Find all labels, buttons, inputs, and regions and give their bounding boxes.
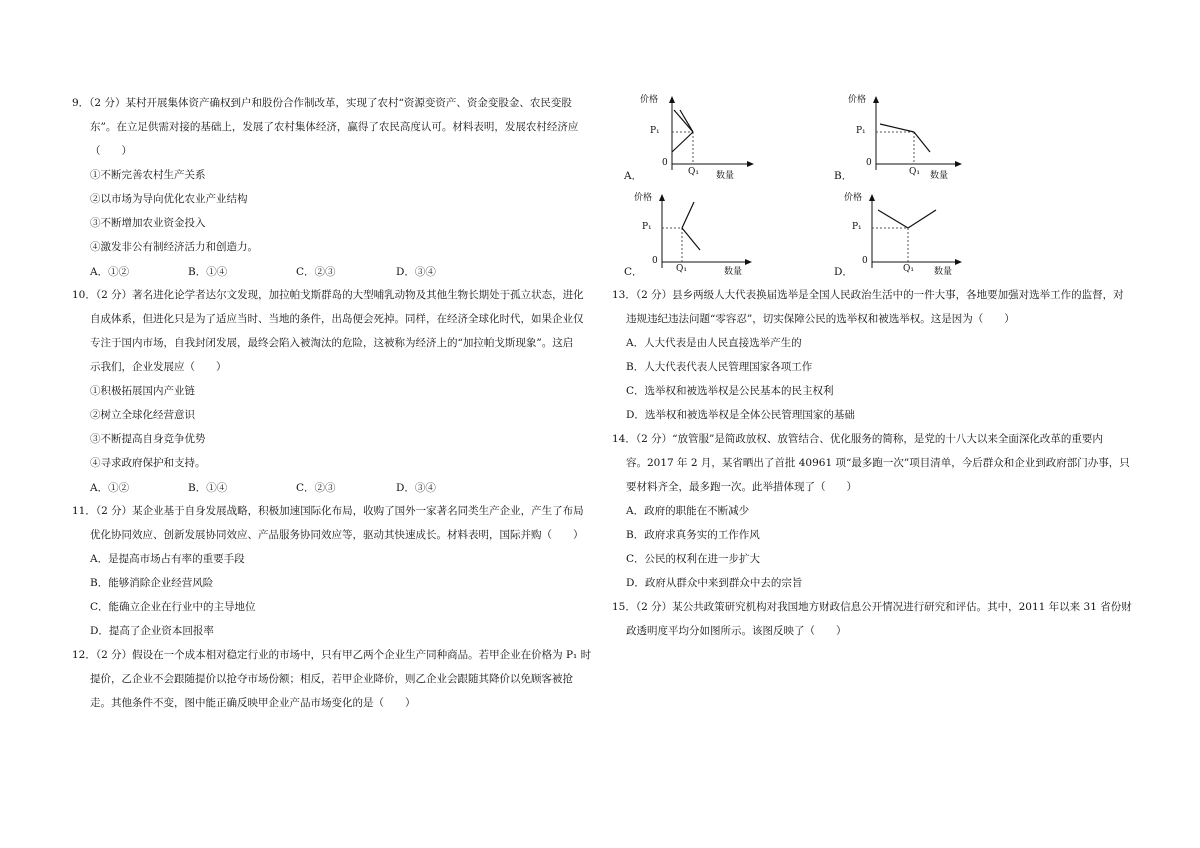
option-c[interactable]: C．选举权和被选举权是公民基本的民主权利 (626, 385, 834, 397)
option-d[interactable]: D．政府从群众中来到群众中去的宗旨 (626, 577, 803, 589)
option-a[interactable]: A．①② (90, 482, 130, 494)
q12-line: 走。其他条件不变，图中能正确反映甲企业产品市场变化的是（ ） (90, 697, 416, 709)
q10-line: 自成体系，但进化只是为了适应当时、当地的条件，出岛便会死掉。同样，在经济全球化时代，如果企业仅 (90, 313, 584, 325)
option-d[interactable]: D．③④ (396, 266, 436, 278)
x-axis-label: 数量 (716, 171, 735, 181)
option-b[interactable]: B．人大代表代表人民管理国家各项工作 (626, 361, 813, 373)
p-label: P₁ (650, 126, 660, 136)
graph-c[interactable] (620, 188, 770, 280)
q10-line: 专注于国内市场，自我封闭发展，最终会陷入被淘汰的危险，这被称为经济上的“加拉帕戈斯现象”。这启 (90, 337, 574, 349)
option-d[interactable]: D．提高了企业资本回报率 (90, 625, 214, 637)
q12-line: 提价，乙企业不会跟随提价以抢夺市场份额；相反，若甲企业降价，则乙企业会跟随其降价以免顾客被抢 (90, 673, 573, 685)
q-label: Q₁ (676, 264, 687, 274)
graph-d[interactable] (830, 188, 980, 280)
q-label: Q₁ (688, 167, 699, 177)
graph-b[interactable] (830, 92, 980, 184)
q10-item: ④寻求政府保护和支持。 (90, 457, 206, 469)
x-axis-label: 数量 (930, 171, 949, 181)
y-axis-label: 价格 (848, 95, 867, 105)
option-d[interactable]: D．③④ (396, 482, 436, 494)
q11-line: 优化协同效应、创新发展协同效应、产品服务协同效应等，驱动其快速成长。材料表明，国际并购（ ） (90, 529, 584, 541)
option-a[interactable]: A．①② (90, 266, 130, 278)
y-axis-label: 价格 (634, 193, 653, 203)
origin-label: 0 (652, 256, 658, 266)
option-c[interactable]: C．能确立企业在行业中的主导地位 (90, 601, 256, 613)
option-c[interactable]: C．公民的权利在进一步扩大 (626, 553, 761, 565)
p-label: P₁ (856, 126, 866, 136)
q15-line: 15．（2 分）某公共政策研究机构对我国地方财政信息公开情况进行研究和评估。其中，2011 年以来 31 省份财 (612, 601, 1132, 613)
q13-line: 违规违纪违法问题“零容忍”，切实保障公民的选举权和被选举权。这是因为（ ） (626, 313, 1015, 325)
origin-label: 0 (662, 158, 668, 168)
option-a[interactable]: A．是提高市场占有率的重要手段 (90, 553, 245, 565)
option-b[interactable]: B．①④ (188, 482, 228, 494)
y-axis-label: 价格 (640, 95, 659, 105)
q9-blank: （ ） (90, 145, 132, 157)
q9-item: ④激发非公有制经济活力和创造力。 (90, 241, 258, 253)
q10-line: 10．（2 分）著名进化论学者达尔文发现，加拉帕戈斯群岛的大型哺乳动物及其他生物长期处于孤立状态，进化 (72, 289, 584, 301)
x-axis-label: 数量 (724, 267, 743, 277)
q10-item: ①积极拓展国内产业链 (90, 385, 195, 397)
q9-item: ②以市场为导向优化农业产业结构 (90, 193, 248, 205)
q9-item: ③不断增加农业资金投入 (90, 217, 206, 229)
option-b[interactable]: B．能够消除企业经营风险 (90, 577, 214, 589)
q10-item: ②树立全球化经营意识 (90, 409, 195, 421)
p-label: P₁ (642, 222, 652, 232)
graph-letter: D． (834, 266, 853, 278)
q9-line: 东”。在立足供需对接的基础上，发展了农村集体经济，赢得了农民高度认可。材料表明，发展农村经济应 (90, 121, 579, 133)
option-a[interactable]: A．政府的职能在不断减少 (626, 505, 750, 517)
option-c[interactable]: C．②③ (296, 266, 336, 278)
option-b[interactable]: B．政府求真务实的工作作风 (626, 529, 760, 541)
option-a[interactable]: A．人大代表是由人民直接选举产生的 (626, 337, 802, 349)
q14-line: 要材料齐全，最多跑一次。此举措体现了（ ） (626, 481, 857, 493)
y-axis-label: 价格 (844, 193, 863, 203)
graph-letter: C． (624, 266, 643, 278)
q15-line: 政透明度平均分如图所示。该图反映了（ ） (626, 625, 847, 637)
q-label: Q₁ (909, 167, 920, 177)
q14-line: 容。2017 年 2 月，某省晒出了首批 40961 项“最多跑一次”项目清单，今后群众和企业到政府部门办事，只 (626, 457, 1130, 469)
q10-item: ③不断提高自身竞争优势 (90, 433, 206, 445)
origin-label: 0 (866, 158, 872, 168)
q9-line: 9．（2 分）某村开展集体资产确权到户和股份合作制改革，实现了农村“资源变资产、资金变股金、农民变股 (72, 97, 572, 109)
option-b[interactable]: B．①④ (188, 266, 228, 278)
q12-line: 12．（2 分）假设在一个成本相对稳定行业的市场中，只有甲乙两个企业生产同种商品。若甲企业在价格为 P₁ 时 (72, 649, 592, 661)
graph-letter: B． (834, 170, 853, 182)
p-label: P₁ (852, 222, 862, 232)
x-axis-label: 数量 (934, 267, 953, 277)
q13-line: 13．（2 分）县乡两级人大代表换届选举是全国人民政治生活中的一件大事，各地要加强对选举工作的监督，对 (612, 289, 1124, 301)
q11-line: 11．（2 分）某企业基于自身发展战略，积极加速国际化布局，收购了国外一家著名同类生产企业，产生了布局 (72, 505, 584, 517)
q10-line: 示我们，企业发展应（ ） (90, 361, 227, 373)
q-label: Q₁ (903, 264, 914, 274)
origin-label: 0 (862, 256, 868, 266)
option-d[interactable]: D．选举权和被选举权是全体公民管理国家的基础 (626, 409, 855, 421)
graph-a[interactable] (620, 92, 770, 184)
q9-item: ①不断完善农村生产关系 (90, 169, 206, 181)
q14-line: 14．（2 分）“放管服”是简政放权、放管结合、优化服务的简称，是党的十八大以来全面深化改革的重要内 (612, 433, 1103, 445)
graph-letter: A． (624, 170, 643, 182)
option-c[interactable]: C．②③ (296, 482, 336, 494)
